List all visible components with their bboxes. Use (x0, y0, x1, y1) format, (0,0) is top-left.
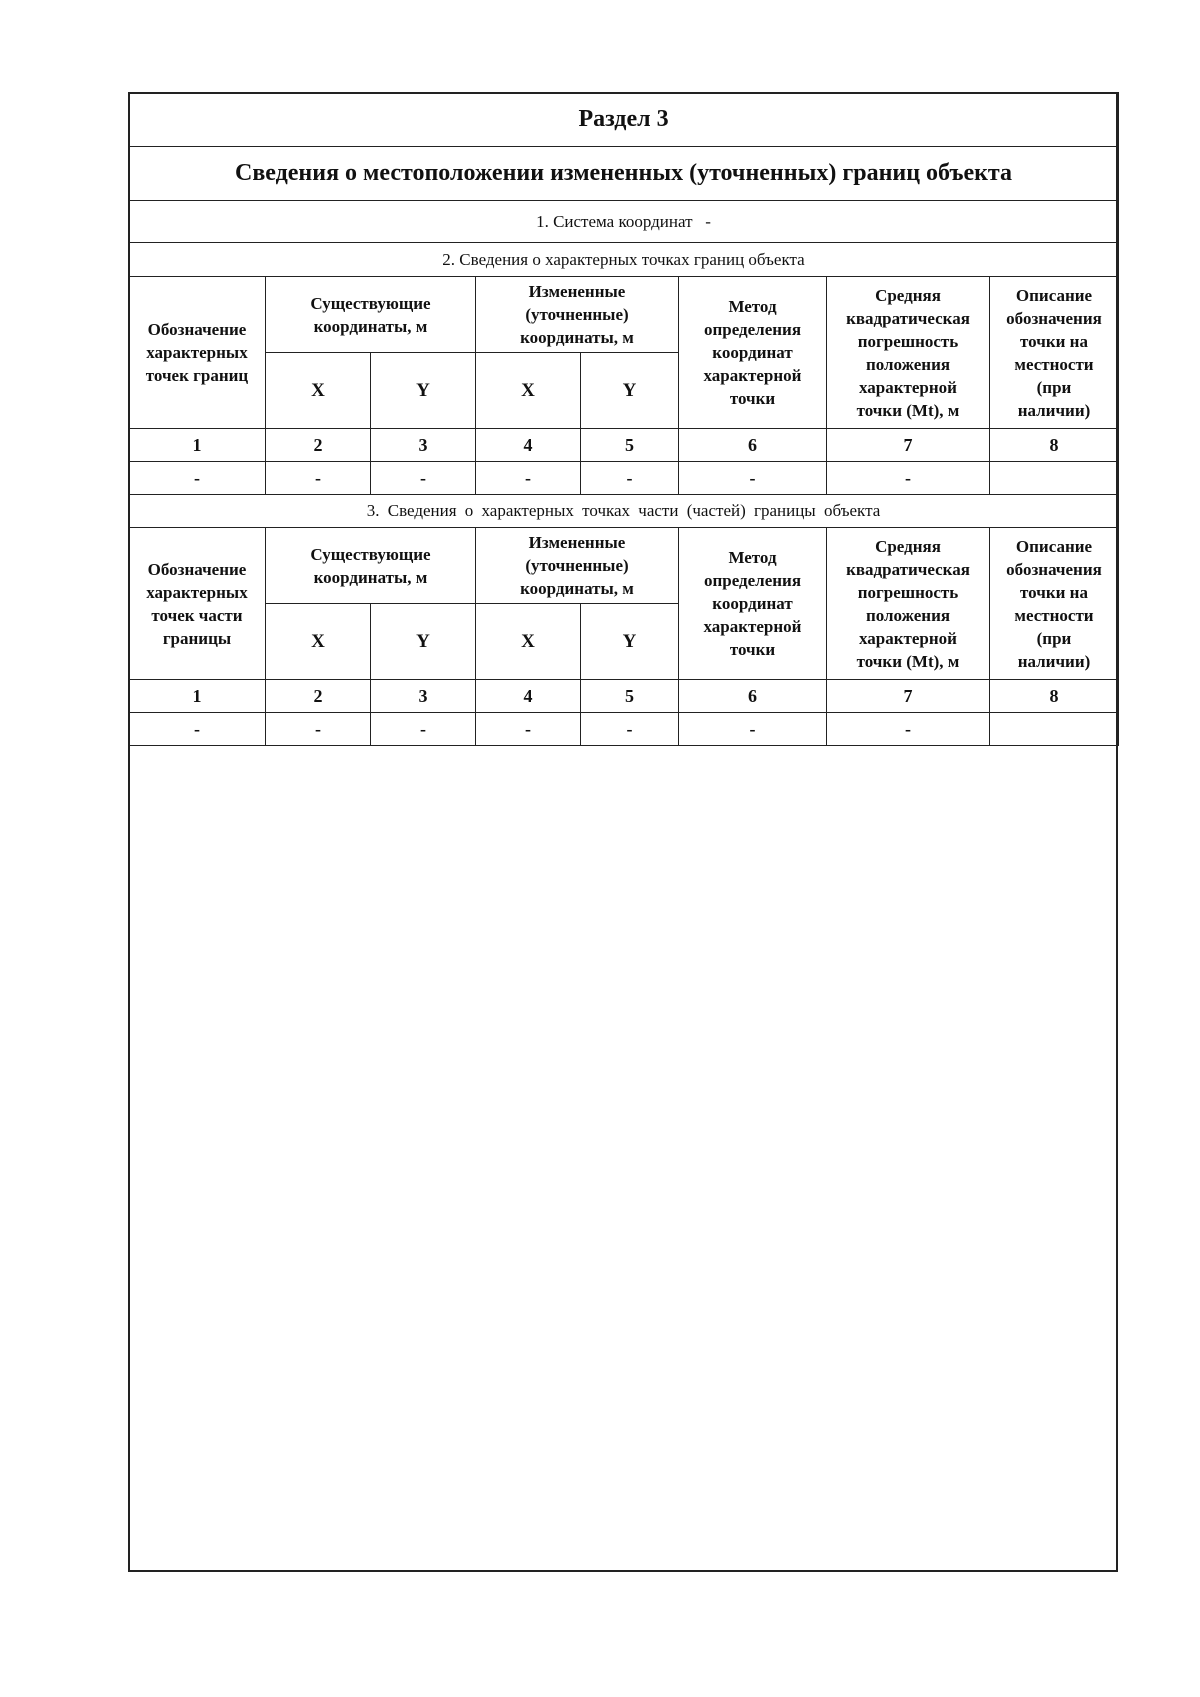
coordinate-system-label: 1. Система координат (536, 211, 693, 231)
table2-caption: 3. Сведения о характерных точках части (частей) границы объекта (129, 495, 1119, 528)
table2-header-changed: Измененные (уточненные) координаты, м (476, 528, 679, 604)
table1-row (129, 462, 1119, 495)
table2-col-number: 1 (129, 680, 266, 713)
table1-col-number: 3 (371, 429, 476, 462)
table2-header-existing: Существующие координаты, м (266, 528, 476, 604)
table1-col-number: 7 (827, 429, 990, 462)
table1-col-number: 4 (476, 429, 581, 462)
table2-col-number: 7 (827, 680, 990, 713)
table2-col-number: 5 (581, 680, 679, 713)
table1-header-changed: Измененные (уточненные) координаты, м (476, 277, 679, 353)
table2-cell: - (129, 713, 266, 746)
section-subtitle: Сведения о местоположении измененных (уточненных) границ объекта (129, 147, 1119, 201)
table2-col-number: 8 (990, 680, 1119, 713)
table2-cell: - (679, 713, 827, 746)
table2-cell: - (266, 713, 371, 746)
table2-header-x-existing: X (266, 604, 371, 680)
table1-col-number: 1 (129, 429, 266, 462)
table2-col-number: 3 (371, 680, 476, 713)
table2-header-error: Средняя квадратическая погрешность положения характерной точки (Mt), м (827, 528, 990, 680)
table2-cell: - (476, 713, 581, 746)
table2-cell: - (827, 713, 990, 746)
table1-header-method: Метод определения координат характерной точки (679, 277, 827, 429)
table2-header-designation: Обозначение характерных точек части границы (129, 528, 266, 680)
table1-cell: - (476, 462, 581, 495)
table2-header-method: Метод определения координат характерной точки (679, 528, 827, 680)
table2-header-x-changed: X (476, 604, 581, 680)
table1-col-number: 2 (266, 429, 371, 462)
table1-header-error: Средняя квадратическая погрешность положения характерной точки (Mt), м (827, 277, 990, 429)
coordinate-system-value: - (705, 211, 711, 231)
table1-cell (990, 462, 1119, 495)
table1-header-x-existing: X (266, 353, 371, 429)
table1-header-existing: Существующие координаты, м (266, 277, 476, 353)
table1-cell: - (371, 462, 476, 495)
table2-col-number: 2 (266, 680, 371, 713)
table1-header-x-changed: X (476, 353, 581, 429)
section-title: Раздел 3 (129, 93, 1119, 147)
table2-cell (990, 713, 1119, 746)
table1-col-number: 6 (679, 429, 827, 462)
table2-header-y-existing: Y (371, 604, 476, 680)
table1-header-description: Описание обозначения точки на местности (при наличии) (990, 277, 1119, 429)
table1-cell: - (679, 462, 827, 495)
table1-header-designation: Обозначение характерных точек границ (129, 277, 266, 429)
table1-cell: - (129, 462, 266, 495)
coordinate-system-row (129, 201, 1119, 243)
table2-cell: - (371, 713, 476, 746)
table2-row (129, 713, 1119, 746)
table1-header-y-changed: Y (581, 353, 679, 429)
table2-col-number: 4 (476, 680, 581, 713)
section-table (128, 92, 1119, 746)
table1-col-number: 5 (581, 429, 679, 462)
table1-cell: - (827, 462, 990, 495)
table1-col-number: 8 (990, 429, 1119, 462)
table1-header-y-existing: Y (371, 353, 476, 429)
table1-caption: 2. Сведения о характерных точках границ объекта (129, 243, 1119, 277)
table1-cell: - (581, 462, 679, 495)
table2-header-description: Описание обозначения точки на местности (при наличии) (990, 528, 1119, 680)
table2-header-y-changed: Y (581, 604, 679, 680)
table2-col-number: 6 (679, 680, 827, 713)
table1-cell: - (266, 462, 371, 495)
table2-cell: - (581, 713, 679, 746)
